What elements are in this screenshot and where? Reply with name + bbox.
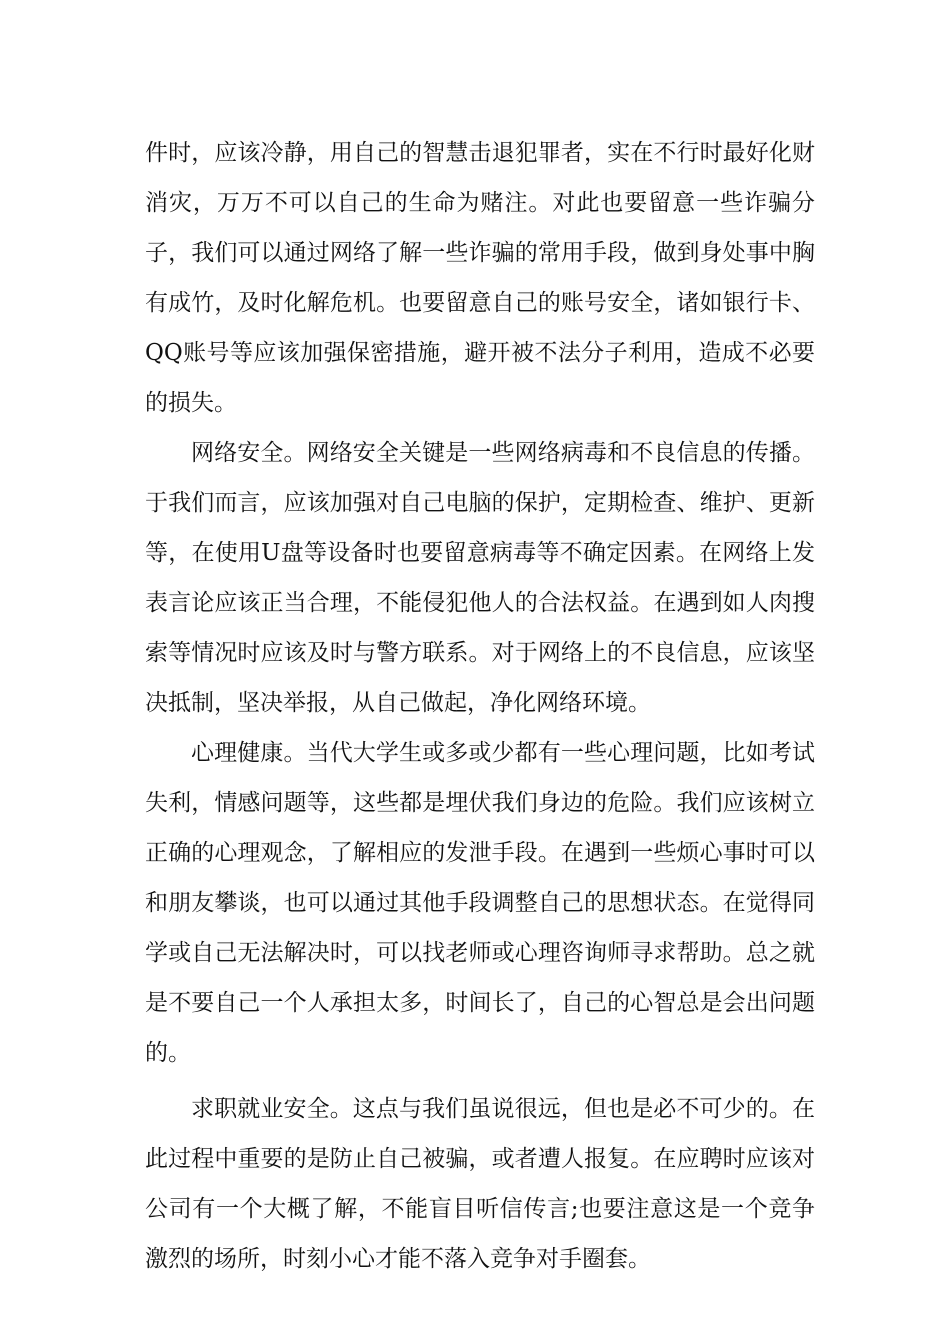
paragraph-mental-health: 心理健康。当代大学生或多或少都有一些心理问题，比如考试失利，情感问题等，这些都是埋伏我们身边的危险。我们应该树立正确的心理观念，了解相应的发泄手段。在遇到一些烦心事时可以和朋友攀谈，也可以通过其他手段调整自己的思想状态。在觉得同学或自己无法解决时，可以找老师或心理咨询师寻求帮助。总之就是不要自己一个人承担太多，时间长了，自己的心智总是会出问题的。: [145, 740, 815, 1066]
paragraph-personal-safety: 件时，应该冷静，用自己的智慧击退犯罪者，实在不行时最好化财消灾，万万不可以自己的生命为赌注。对此也要留意一些诈骗分子，我们可以通过网络了解一些诈骗的常用手段，做到身处事中胸有成竹，及时化解危机。也要留意自己的账号安全，诸如银行卡、QQ账号等应该加强保密措施，避开被不法分子利用，造成不必要的损失。: [145, 140, 815, 416]
paragraph-employment-safety: 求职就业安全。这点与我们虽说很远，但也是必不可少的。在此过程中重要的是防止自己被骗，或者遭人报复。在应聘时应该对公司有一个大概了解，不能盲目听信传言;也要注意这是一个竞争激烈的场所，时刻小心才能不落入竞争对手圈套。: [145, 1096, 815, 1272]
document-body: [145, 128, 815, 1284]
paragraph-network-safety: 网络安全。网络安全关键是一些网络病毒和不良信息的传播。于我们而言，应该加强对自己电脑的保护，定期检查、维护、更新等，在使用U盘等设备时也要留意病毒等不确定因素。在网络上发表言论应该正当合理，不能侵犯他人的合法权益。在遇到如人肉搜索等情况时应该及时与警方联系。对于网络上的不良信息，应该坚决抵制，坚决举报，从自己做起，净化网络环境。: [145, 440, 815, 716]
